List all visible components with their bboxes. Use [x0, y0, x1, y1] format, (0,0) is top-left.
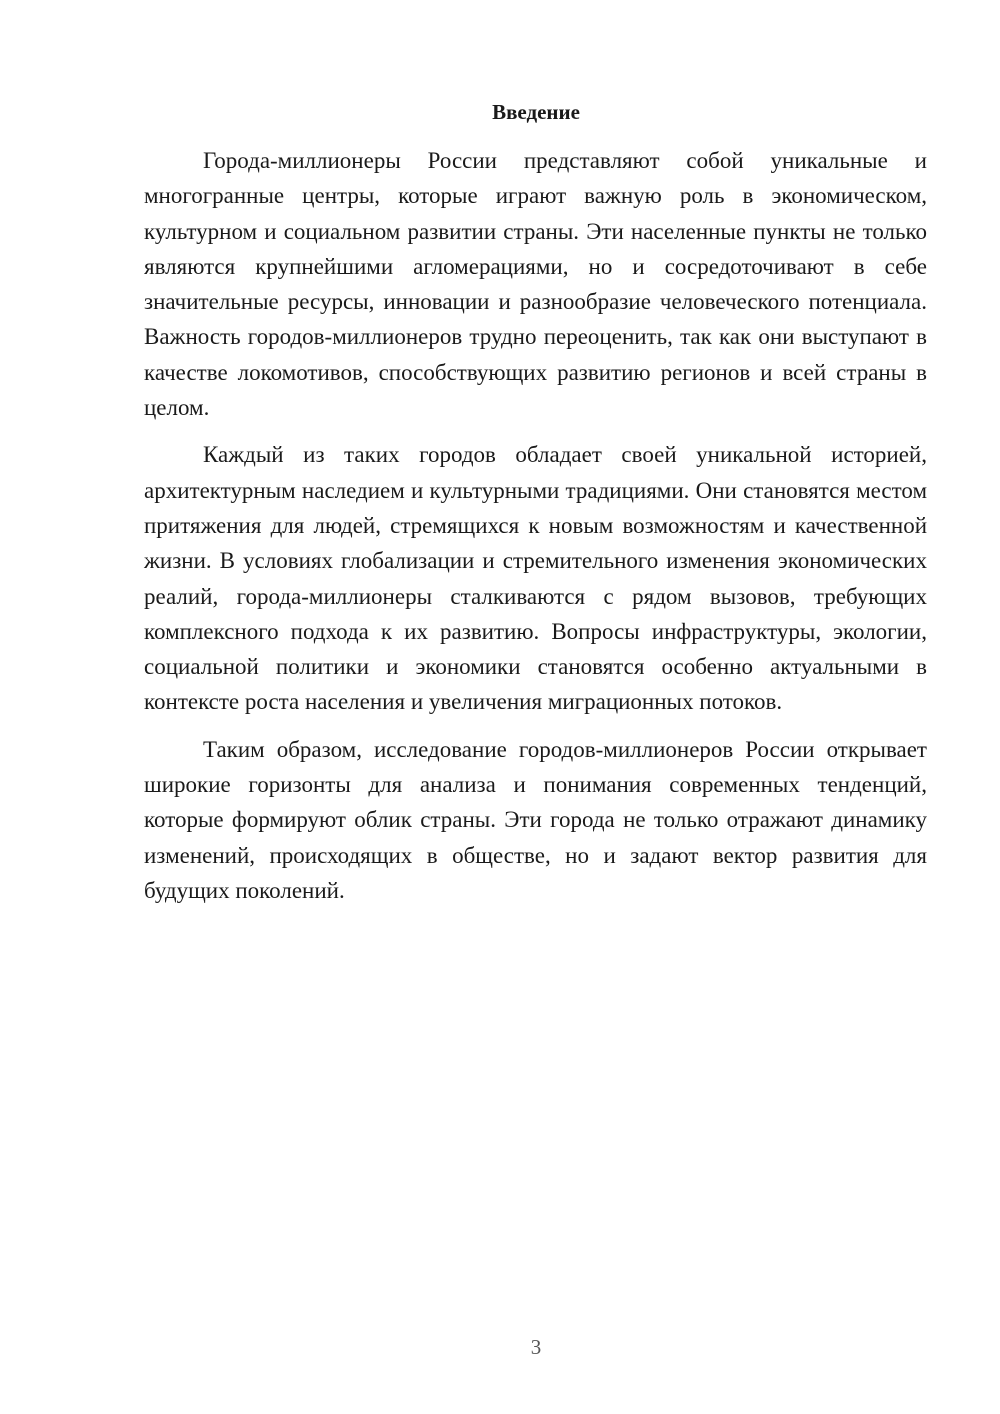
body-text: [144, 143, 927, 908]
paragraph-3: Таким образом, исследование городов-миллионеров России открывает широкие горизонты для анализа и понимания современных тенденций, которые формируют облик страны. Эти города не только отражают динамику изменений, происходящих в обществе, но и задают вектор развития для будущих поколений.: [144, 736, 927, 903]
section-title: Введение: [492, 100, 580, 124]
page-number: 3: [530, 1335, 542, 1359]
paragraph-2: Каждый из таких городов обладает своей уникальной историей, архитектурным наследием и культурными традициями. Они становятся местом притяжения для людей, стремящихся к новым возможностям и качественной жизни. В условиях глобализации и стремительного изменения экономических реалий, города-миллионеры сталкиваются с рядом вызовов, требующих комплексного подхода к их развитию. Вопросы инфраструктуры, экологии, социальной политики и экономики становятся особенно актуальными в контексте роста населения и увеличения миграционных потоков.: [144, 442, 927, 715]
paragraph-1: Города-миллионеры России представляют собой уникальные и многогранные центры, которые играют важную роль в экономическом, культурном и социальном развитии страны. Эти населенные пункты не только являются крупнейшими агломерациями, но и сосредоточивают в себе значительные ресурсы, инновации и разнообразие человеческого потенциала. Важность городов-миллионеров трудно переоценить, так как они выступают в качестве локомотивов, способствующих развитию регионов и всей страны в целом.: [144, 148, 927, 421]
